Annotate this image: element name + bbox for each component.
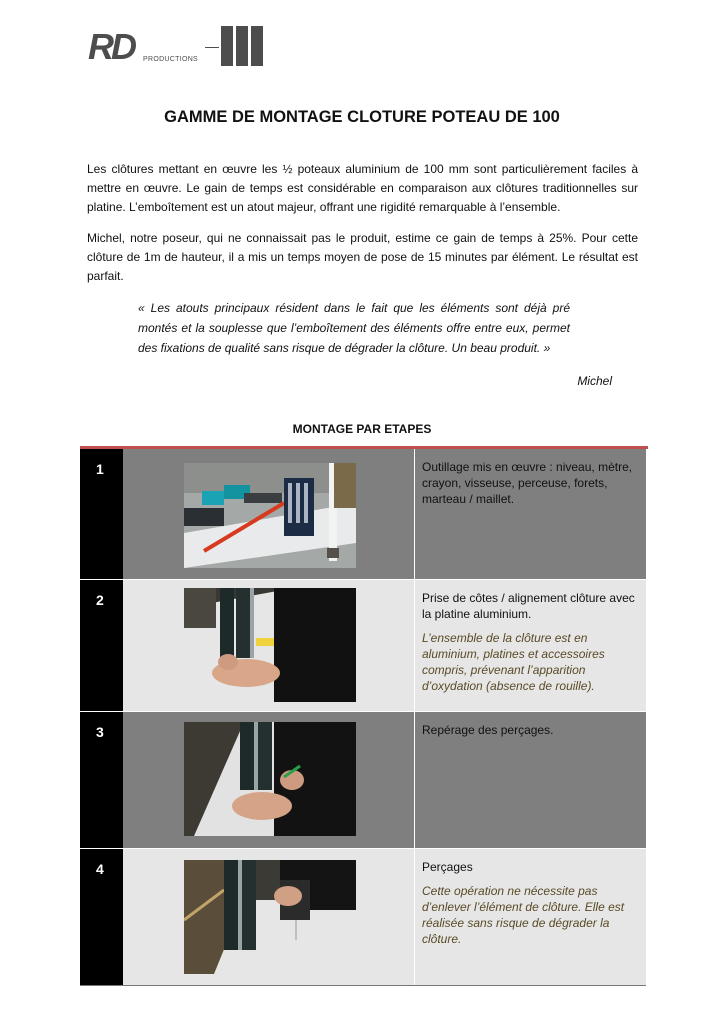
logo-brand: RD (88, 26, 134, 67)
measuring-photo (184, 588, 356, 702)
step-description: Perçages (422, 860, 473, 874)
step-text-cell (415, 580, 646, 711)
step-note: Cette opération ne nécessite pas d’enlever l’élément de clôture. Elle est réalisée sans risque de dégrader la clôture. (422, 884, 625, 946)
step-image-cell (123, 849, 415, 985)
testimonial-quote: « Les atouts principaux résident dans le fait que les éléments sont déjà pré montés et la souplesse que l’emboîtement des éléments offre entre eux, permet des fixations de qualité sans risque de dégrader la clôture. Un beau produit. » (138, 301, 570, 355)
logo-line (205, 47, 219, 48)
company-logo (88, 26, 278, 68)
step-description: Repérage des perçages. (422, 723, 554, 737)
step-text-cell (415, 449, 646, 579)
tools-photo (184, 463, 356, 568)
step-row (80, 579, 646, 711)
steps-title: MONTAGE PAR ETAPES (292, 422, 432, 436)
step-image-cell (123, 449, 415, 579)
step-number: 2 (80, 580, 123, 711)
step-text-cell (415, 849, 646, 985)
logo-bar (236, 26, 248, 66)
step-row (80, 711, 646, 848)
intro-paragraph-1: Les clôtures mettant en œuvre les ½ poteaux aluminium de 100 mm sont particulièrement faciles à mettre en œuvre. Le gain de temps est considérable en comparaison aux clôtures traditionnelles sur platine. L’emboîtement est un atout majeur, offrant une rigidité remarquable à l’ensemble. (87, 162, 638, 214)
step-text-cell (415, 712, 646, 848)
step-number: 3 (80, 712, 123, 848)
step-image-cell (123, 712, 415, 848)
document-title: GAMME DE MONTAGE CLOTURE POTEAU DE 100 (164, 108, 560, 126)
logo-productions: PRODUCTIONS (143, 56, 199, 63)
step-row (80, 449, 646, 579)
step-number: 1 (80, 449, 123, 579)
testimonial-author: Michel (577, 374, 612, 388)
step-number: 4 (80, 849, 123, 985)
drilling-photo (184, 860, 356, 974)
step-row (80, 848, 646, 985)
intro-paragraph-2: Michel, notre poseur, qui ne connaissait pas le produit, estime ce gain de temps à 25%. Pour cette clôture de 1m de hauteur, il a mis un temps moyen de pose de 15 minutes par élément. Le résultat est parfait. (87, 231, 638, 283)
logo-bar (251, 26, 263, 66)
step-description: Prise de côtes / alignement clôture avec la platine aluminium. (422, 591, 635, 621)
logo-bar (221, 26, 233, 66)
step-note: L’ensemble de la clôture est en aluminium, platines et accessoires compris, prévenant l’apparition d’oxydation (absence de rouille). (422, 631, 605, 693)
steps-table (80, 449, 646, 986)
marking-photo (184, 722, 356, 836)
step-description: Outillage mis en œuvre : niveau, mètre, crayon, visseuse, perceuse, forets, marteau / maillet. (422, 460, 633, 506)
step-image-cell (123, 580, 415, 711)
